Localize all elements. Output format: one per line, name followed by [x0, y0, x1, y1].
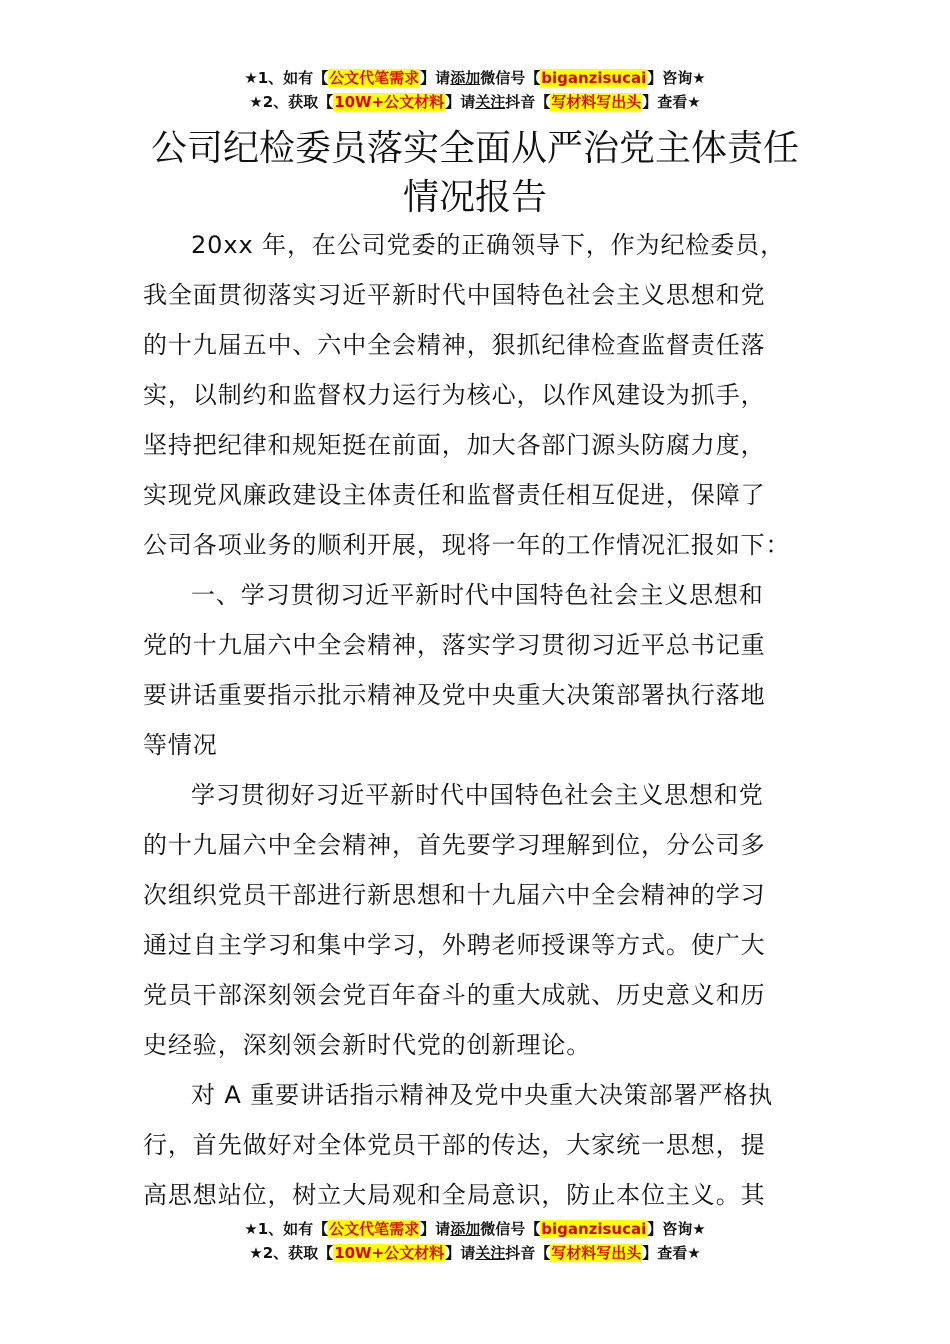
promo-text: 】请 — [445, 93, 476, 111]
paragraph-line: 公司各项业务的顺利开展，现将一年的工作情况汇报如下： — [143, 531, 791, 559]
promo-text: 抖音【 — [505, 93, 551, 111]
footer-promo-banner — [0, 1217, 950, 1265]
paragraph-line: 史经验，深刻领会新时代党的创新理论。 — [143, 1031, 592, 1059]
paragraph-line: 的十九届六中全会精神，首先要学习理解到位，分公司多 — [143, 831, 766, 859]
promo-text: 】请 — [420, 1220, 451, 1238]
paragraph-line: 行，首先做好对全体党员干部的传达，大家统一思想，提 — [143, 1131, 766, 1159]
promo-text: 】查看★ — [642, 93, 701, 111]
paragraph-line: 我全面贯彻落实习近平新时代中国特色社会主义思想和党 — [143, 281, 766, 309]
paragraph-implementation — [143, 1070, 811, 1220]
promo-text: ★1、如有【 — [244, 69, 329, 87]
promo-text: 】请 — [445, 1244, 476, 1262]
promo-highlight: 公文代笔需求 — [329, 69, 420, 87]
promo-line-1 — [0, 66, 950, 90]
promo-highlight: 公文代笔需求 — [329, 1220, 420, 1238]
promo-text: 】咨询★ — [647, 69, 706, 87]
promo-text: 抖音【 — [505, 1244, 551, 1262]
promo-line-2 — [0, 90, 950, 114]
promo-douyin-id: 写材料写出头 — [551, 93, 642, 111]
heading-line: 一、学习贯彻习近平新时代中国特色社会主义思想和 — [191, 581, 764, 609]
document-body — [143, 220, 811, 1220]
heading-line: 等情况 — [143, 731, 218, 759]
promo-underline: 关注 — [475, 93, 506, 111]
promo-text: 】查看★ — [642, 1244, 701, 1262]
promo-underline: 关注 — [475, 1244, 506, 1262]
paragraph-line: 的十九届五中、六中全会精神，狠抓纪律检查监督责任落 — [143, 331, 766, 359]
promo-text: 】咨询★ — [647, 1220, 706, 1238]
paragraph-line: 党员干部深刻领会党百年奋斗的重大成就、历史意义和历 — [143, 981, 766, 1009]
promo-underline: 添加 — [450, 1220, 481, 1238]
paragraph-line: 对 A 重要讲话指示精神及党中央重大决策部署严格执 — [191, 1081, 774, 1109]
title-line-2: 情况报告 — [402, 177, 547, 218]
promo-highlight: 10W+公文材料 — [334, 1244, 445, 1262]
promo-text: 微信号【 — [480, 69, 541, 87]
promo-wechat-id: biganzisucai — [541, 69, 647, 87]
promo-line-1 — [0, 1217, 950, 1241]
header-promo-banner — [0, 66, 950, 114]
paragraph-intro — [143, 220, 811, 570]
promo-wechat-id: biganzisucai — [541, 1220, 647, 1238]
paragraph-line: 实现党风廉政建设主体责任和监督责任相互促进，保障了 — [143, 481, 766, 509]
heading-line: 党的十九届六中全会精神，落实学习贯彻习近平总书记重 — [143, 631, 766, 659]
title-line-1: 公司纪检委员落实全面从严治党主体责任 — [150, 128, 799, 169]
promo-text: 微信号【 — [480, 1220, 541, 1238]
promo-line-2 — [0, 1241, 950, 1265]
paragraph-line: 通过自主学习和集中学习，外聘老师授课等方式。使广大 — [143, 931, 766, 959]
heading-line: 要讲话重要指示批示精神及党中央重大决策部署执行落地 — [143, 681, 766, 709]
promo-douyin-id: 写材料写出头 — [551, 1244, 642, 1262]
promo-highlight: 10W+公文材料 — [334, 93, 445, 111]
section-heading-1 — [143, 570, 811, 770]
paragraph-line: 20xx 年，在公司党委的正确领导下，作为纪检委员， — [191, 231, 785, 259]
paragraph-line: 次组织党员干部进行新思想和十九届六中全会精神的学习 — [143, 881, 766, 909]
paragraph-line: 高思想站位，树立大局观和全局意识，防止本位主义。其 — [143, 1181, 766, 1209]
promo-text: ★2、获取【 — [249, 1244, 334, 1262]
promo-text: 】请 — [420, 69, 451, 87]
document-title — [0, 124, 950, 222]
paragraph-line: 学习贯彻好习近平新时代中国特色社会主义思想和党 — [191, 781, 764, 809]
promo-text: ★1、如有【 — [244, 1220, 329, 1238]
promo-text: ★2、获取【 — [249, 93, 334, 111]
paragraph-line: 实，以制约和监督权力运行为核心，以作风建设为抓手， — [143, 381, 766, 409]
paragraph-line: 坚持把纪律和规矩挺在前面，加大各部门源头防腐力度， — [143, 431, 766, 459]
promo-underline: 添加 — [450, 69, 481, 87]
paragraph-study — [143, 770, 811, 1070]
